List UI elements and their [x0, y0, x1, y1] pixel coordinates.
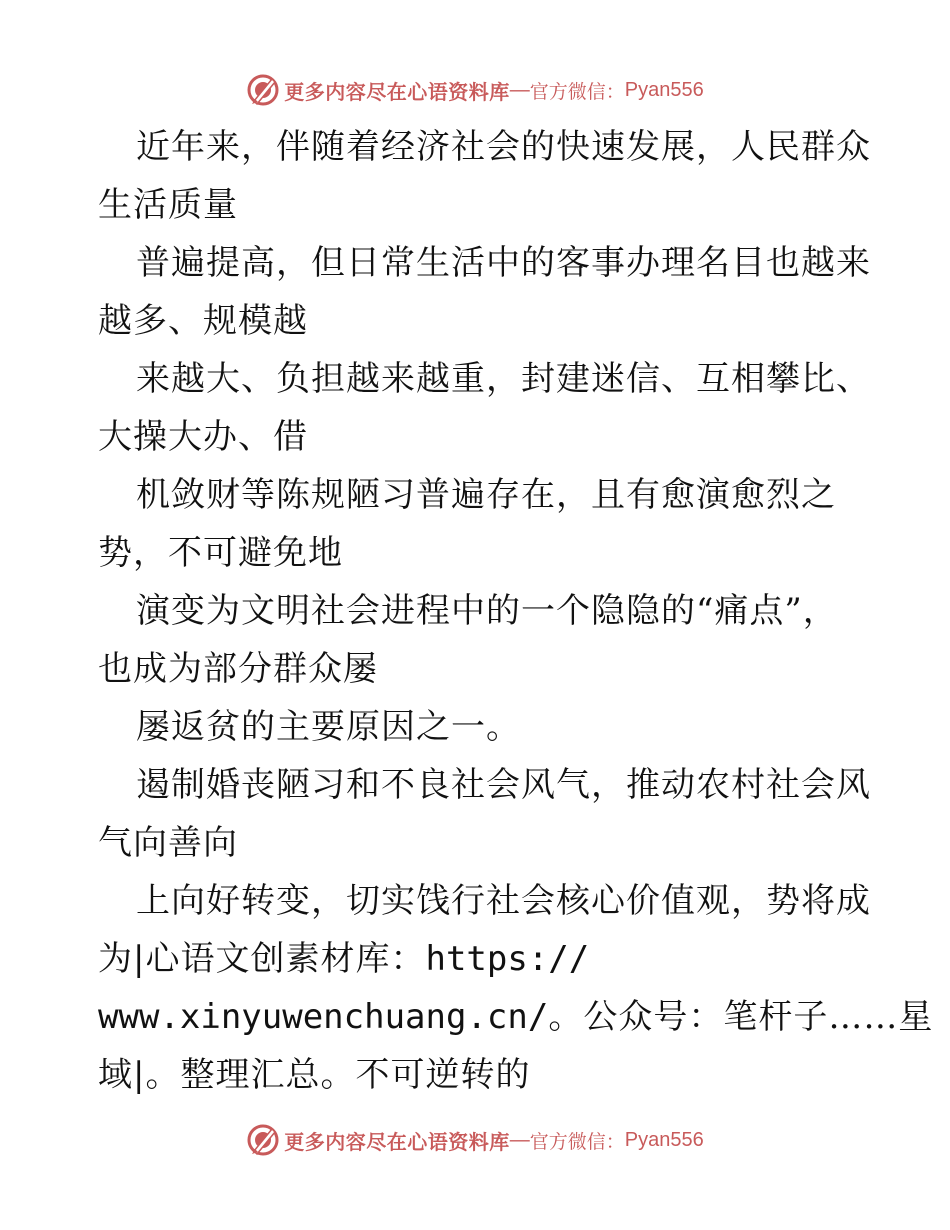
- brand-text: 更多内容尽在心语资料库: [284, 1129, 510, 1154]
- footer-banner: [0, 1120, 950, 1160]
- banner-separator: —: [509, 78, 530, 101]
- body-line: 演变为文明社会进程中的一个隐隐的“痛点”，: [136, 591, 838, 631]
- body-line: 屡返贫的主要原因之一。: [136, 707, 521, 747]
- brand-text: 更多内容尽在心语资料库: [284, 79, 510, 104]
- body-line-text: 。公众号：笔杆子……星: [548, 997, 934, 1037]
- body-line: 也成为部分群众屡: [98, 649, 378, 689]
- body-line: 势，不可避免地: [98, 533, 343, 573]
- banner-separator: —: [509, 1128, 530, 1151]
- body-line: 域|。整理汇总。不可逆转的: [98, 1055, 531, 1095]
- body-line: 来越大、负担越来越重，封建迷信、互相攀比、: [136, 359, 871, 399]
- quill-pen-seal-icon: [246, 73, 280, 107]
- body-line: 遏制婚丧陋习和不良社会风气，推动农村社会风: [136, 765, 871, 805]
- official-wechat-label: 官方微信：: [529, 1130, 625, 1153]
- official-wechat-label: 官方微信：: [529, 80, 625, 103]
- quill-pen-seal-icon: [246, 1123, 280, 1157]
- header-banner: [0, 70, 950, 110]
- body-line: 上向好转变，切实饯行社会核心价值观，势将成: [136, 881, 871, 921]
- body-line: [98, 988, 934, 1046]
- wechat-id: Pyan556: [624, 1128, 704, 1151]
- body-line: [98, 930, 858, 988]
- body-line: 生活质量: [98, 185, 238, 225]
- body-line: 越多、规模越: [98, 301, 308, 341]
- body-line: 气向善向: [98, 823, 238, 863]
- url-fragment: https://: [425, 939, 590, 979]
- body-line: 大操大办、借: [98, 417, 308, 457]
- website-url: www.xinyuwenchuang.cn/: [98, 997, 549, 1037]
- document-body: [98, 118, 934, 1104]
- body-line: 近年来，伴随着经济社会的快速发展，人民群众: [136, 127, 871, 167]
- body-line: 机敛财等陈规陋习普遍存在，且有愈演愈烈之: [136, 475, 836, 515]
- body-line-text: 为|心语文创素材库：: [98, 939, 426, 979]
- wechat-id: Pyan556: [624, 78, 704, 101]
- body-line: 普遍提高，但日常生活中的客事办理名目也越来: [136, 243, 871, 283]
